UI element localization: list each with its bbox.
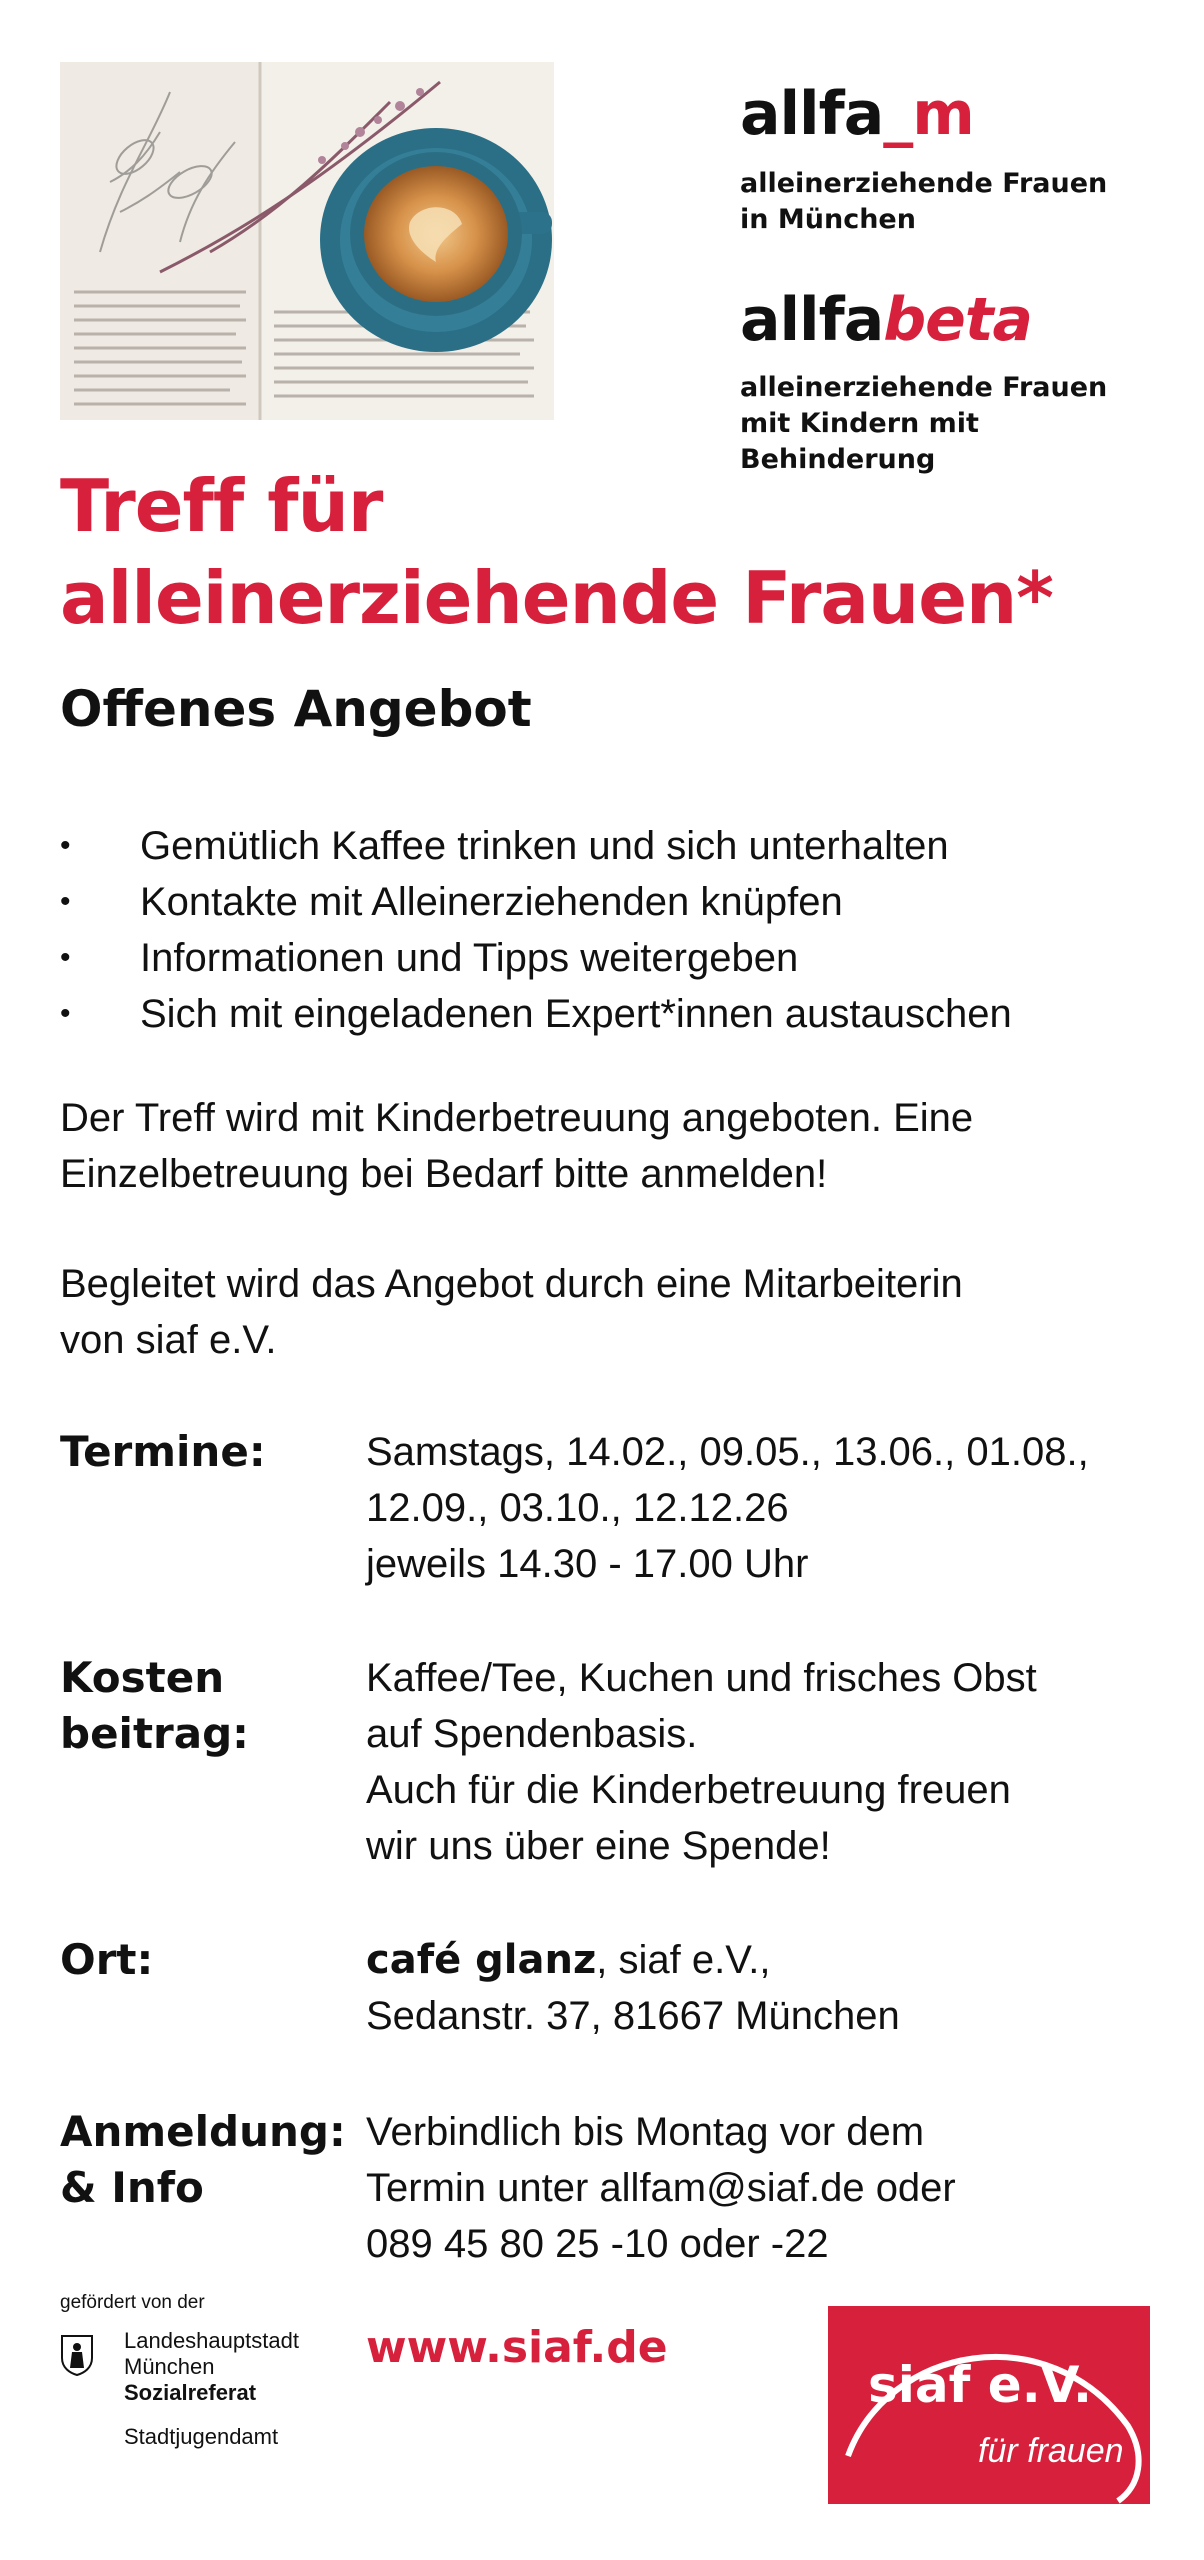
siaf-logo <box>828 2306 1150 2504</box>
staff-paragraph-line-2: von siaf e.V. <box>60 1318 277 1362</box>
bullet-dot-icon: • <box>60 941 71 974</box>
city-line-2: München <box>124 2354 215 2379</box>
termine-line-3: jeweils 14.30 - 17.00 Uhr <box>366 1542 809 1586</box>
office-name: Stadtjugendamt <box>124 2424 279 2449</box>
city-line-1: Landeshauptstadt <box>124 2328 299 2353</box>
bullet-item: • Kontakte mit Alleinerziehenden knüpfen <box>60 879 843 924</box>
anmeldung-line-2: Termin unter allfam@siaf.de oder <box>366 2166 956 2210</box>
anmeldung-line-3: 089 45 80 25 -10 oder -22 <box>366 2222 829 2266</box>
allfa-beta-subtitle-1: alleinerziehende Frauen <box>740 372 1108 403</box>
bullet-dot-icon: • <box>60 997 71 1030</box>
allfa-beta-subtitle-2: mit Kindern mit <box>740 408 979 439</box>
ort-venue-line <box>366 1932 770 1988</box>
kosten-line-1: Kaffee/Tee, Kuchen und frisches Obst <box>366 1656 1037 1700</box>
department-name: Sozialreferat <box>124 2380 257 2405</box>
allfa-m-logo: allfa_m <box>740 79 974 149</box>
venue-rest: , siaf e.V., <box>596 1938 771 1982</box>
funded-by-text: gefördert von der <box>60 2292 205 2313</box>
bullet-dot-icon: • <box>60 829 71 862</box>
siaf-logo-title: siaf e.V. <box>868 2356 1092 2414</box>
termine-line-1: Samstags, 14.02., 09.05., 13.06., 01.08., <box>366 1430 1089 1474</box>
allfa-m-subtitle-2: in München <box>740 204 916 235</box>
bullet-dot-icon: • <box>60 885 71 918</box>
subheadline: Offenes Angebot <box>60 680 532 738</box>
termine-label: Termine: <box>60 1427 266 1476</box>
kosten-label-1: Kosten <box>60 1653 225 1702</box>
allfa-m-subtitle-1: alleinerziehende Frauen <box>740 168 1108 199</box>
headline-line-1: Treff für <box>60 464 383 548</box>
kosten-label-2: beitrag: <box>60 1709 249 1758</box>
kosten-line-3: Auch für die Kinderbetreuung freuen <box>366 1768 1011 1812</box>
hero-photo-coffee-book <box>60 62 554 420</box>
anmeldung-label-2: & Info <box>60 2163 204 2212</box>
childcare-paragraph-line-1: Der Treff wird mit Kinderbetreuung angeboten. Eine <box>60 1096 974 1140</box>
munich-coat-of-arms-icon <box>60 2334 94 2376</box>
bullet-item: • Gemütlich Kaffee trinken und sich unterhalten <box>60 823 949 868</box>
bullet-item: • Sich mit eingeladenen Expert*innen austauschen <box>60 991 1012 1036</box>
anmeldung-line-1: Verbindlich bis Montag vor dem <box>366 2110 925 2154</box>
allfa-beta-subtitle-3: Behinderung <box>740 444 936 475</box>
siaf-logo-tagline: für frauen <box>978 2432 1124 2470</box>
staff-paragraph-line-1: Begleitet wird das Angebot durch eine Mitarbeiterin <box>60 1262 963 1306</box>
allfa-beta-logo: allfabeta <box>740 285 1033 355</box>
ort-address: Sedanstr. 37, 81667 München <box>366 1994 900 2038</box>
headline-line-2: alleinerziehende Frauen* <box>60 556 1053 640</box>
kosten-line-4: wir uns über eine Spende! <box>366 1824 831 1868</box>
website-link[interactable]: www.siaf.de <box>366 2322 668 2373</box>
kosten-line-2: auf Spendenbasis. <box>366 1712 698 1756</box>
anmeldung-label-1: Anmeldung: <box>60 2107 346 2156</box>
ort-label: Ort: <box>60 1935 154 1984</box>
childcare-paragraph-line-2: Einzelbetreuung bei Bedarf bitte anmelden! <box>60 1152 828 1196</box>
venue-name: café glanz <box>366 1937 597 1983</box>
termine-line-2: 12.09., 03.10., 12.12.26 <box>366 1486 789 1530</box>
bullet-item: • Informationen und Tipps weitergeben <box>60 935 799 980</box>
